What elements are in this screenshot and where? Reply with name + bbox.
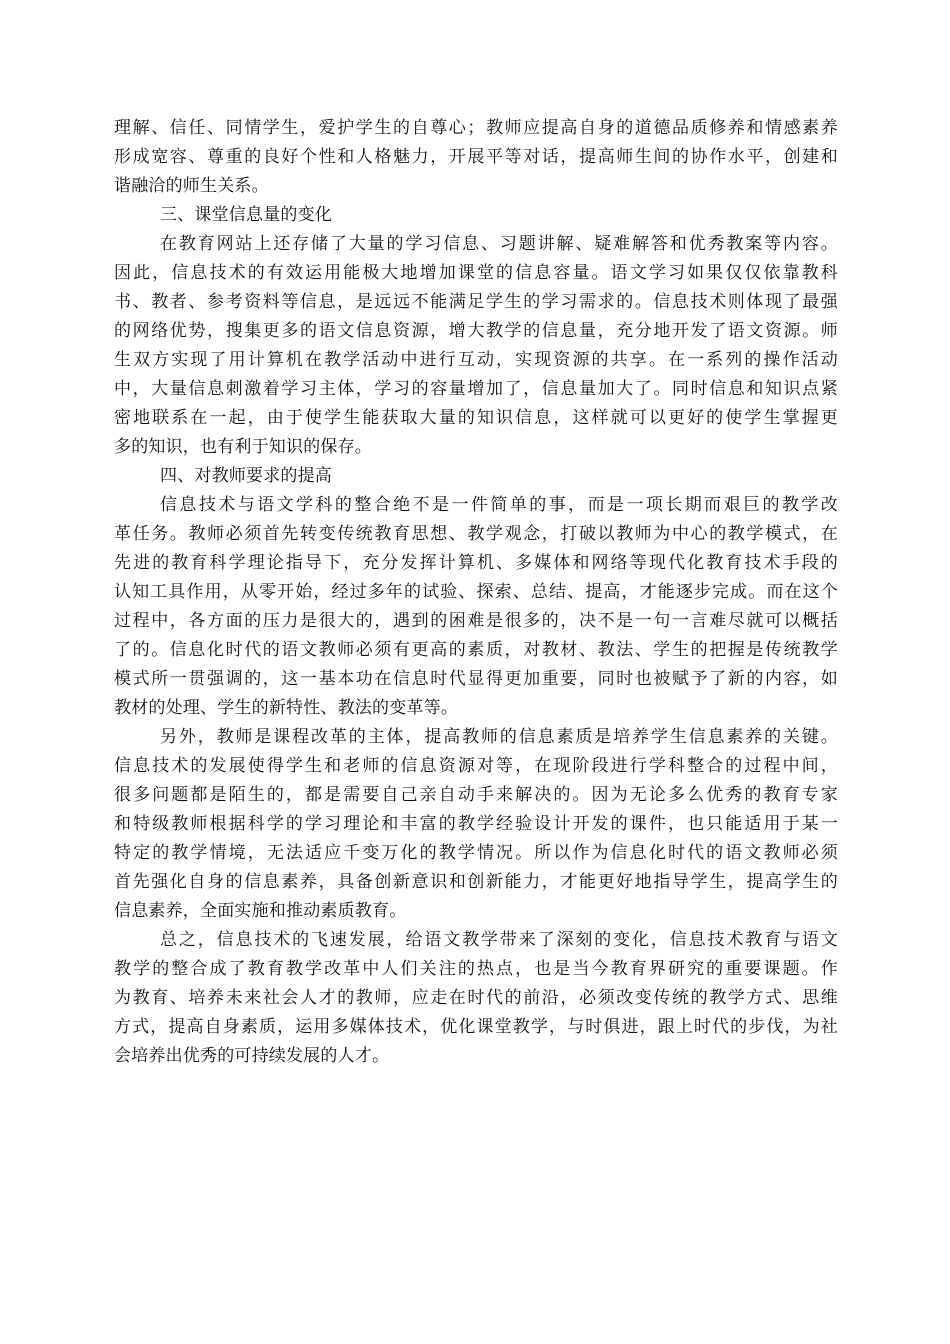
text-line: 信息素养，全面实施和推动素质教育。 xyxy=(114,901,407,921)
text-line: 模式所一贯强调的，这一基本功在信息时代显得更加重要，同时也被赋予了新的内容，如 xyxy=(114,669,838,689)
text-line: 首先强化自身的信息素养，具备创新意识和创新能力，才能更好地指导学生，提高学生的 xyxy=(114,872,838,892)
text-line: 的网络优势，搜集更多的语文信息资源，增大教学的信息量，充分地开发了语文资源。师 xyxy=(114,321,838,341)
text-line: 中，大量信息刺激着学习主体，学习的容量增加了，信息量加大了。同时信息和知识点紧 xyxy=(114,379,838,399)
text-line: 书、教者、参考资料等信息，是远远不能满足学生的学习需求的。信息技术则体现了最强 xyxy=(114,292,838,312)
text-line: 总之，信息技术的飞速发展，给语文教学带来了深刻的变化，信息技术教育与语文 xyxy=(160,930,838,950)
text-line: 认知工具作用，从零开始，经过多年的试验、探索、总结、提高，才能逐步完成。而在这个 xyxy=(114,582,838,602)
text-line: 理解、信任、同情学生，爱护学生的自尊心；教师应提高自身的道德品质修养和情感素养 xyxy=(114,118,838,138)
text-line: 教材的处理、学生的新特性、教法的变革等。 xyxy=(114,698,458,718)
text-line: 先进的教育科学理论指导下，充分发挥计算机、多媒体和网络等现代化教育技术手段的 xyxy=(114,553,838,573)
text-line: 很多问题都是陌生的，都是需要自己亲自动手来解决的。因为无论多么优秀的教育专家 xyxy=(114,785,838,805)
text-line: 因此，信息技术的有效运用能极大地增加课堂的信息容量。语文学习如果仅仅依靠教科 xyxy=(114,263,838,283)
text-line: 信息技术的发展使得学生和老师的信息资源对等，在现阶段进行学科整合的过程中间， xyxy=(114,756,838,776)
text-line: 教学的整合成了教育教学改革中人们关注的热点，也是当今教育界研究的重要课题。作 xyxy=(114,959,838,979)
text-line: 和特级教师根据科学的学习理论和丰富的教学经验设计开发的课件，也只能适用于某一 xyxy=(114,814,838,834)
text-line: 革任务。教师必须首先转变传统教育思想、教学观念，打破以教师为中心的教学模式，在 xyxy=(114,524,838,544)
text-line: 为教育、培养未来社会人才的教师，应走在时代的前沿，必须改变传统的教学方式、思维 xyxy=(114,988,838,1008)
text-line: 方式，提高自身素质，运用多媒体技术，优化课堂教学，与时俱进，跟上时代的步伐，为社 xyxy=(114,1017,838,1037)
text-line: 过程中，各方面的压力是很大的，遇到的困难是很多的，决不是一句一言难尽就可以概括 xyxy=(114,611,838,631)
paragraph-teacher-subject xyxy=(114,723,838,926)
text-line: 特定的教学情境，无法适应千变万化的教学情况。所以作为信息化时代的语文教师必须 xyxy=(114,843,838,863)
paragraph-continuation xyxy=(114,114,838,201)
section-heading-3: 三、课堂信息量的变化 xyxy=(160,205,332,225)
text-line: 形成宽容、尊重的良好个性和人格魅力，开展平等对话，提高师生间的协作水平，创建和 xyxy=(114,147,838,167)
text-line: 会培养出优秀的可持续发展的人才。 xyxy=(114,1046,390,1066)
text-line: 生双方实现了用计算机在教学活动中进行互动，实现资源的共享。在一系列的操作活动 xyxy=(114,350,838,370)
text-line: 密地联系在一起，由于使学生能获取大量的知识信息，这样就可以更好的使学生掌握更 xyxy=(114,408,838,428)
paragraph-teacher-requirements xyxy=(114,491,838,723)
document-page xyxy=(114,114,838,1071)
text-line: 在教育网站上还存储了大量的学习信息、习题讲解、疑难解答和优秀教案等内容。 xyxy=(160,234,838,254)
text-line: 另外，教师是课程改革的主体，提高教师的信息素质是培养学生信息素养的关键。 xyxy=(160,727,838,747)
text-line: 了的。信息化时代的语文教师必须有更高的素质，对教材、教法、学生的把握是传统教学 xyxy=(114,640,838,660)
text-line: 多的知识，也有利于知识的保存。 xyxy=(114,437,372,457)
text-line: 谐融洽的师生关系。 xyxy=(114,176,269,196)
paragraph-classroom-info xyxy=(114,230,838,462)
section-heading-4: 四、对教师要求的提高 xyxy=(160,466,332,486)
text-line: 信息技术与语文学科的整合绝不是一件简单的事，而是一项长期而艰巨的教学改 xyxy=(160,495,838,515)
paragraph-conclusion xyxy=(114,926,838,1071)
